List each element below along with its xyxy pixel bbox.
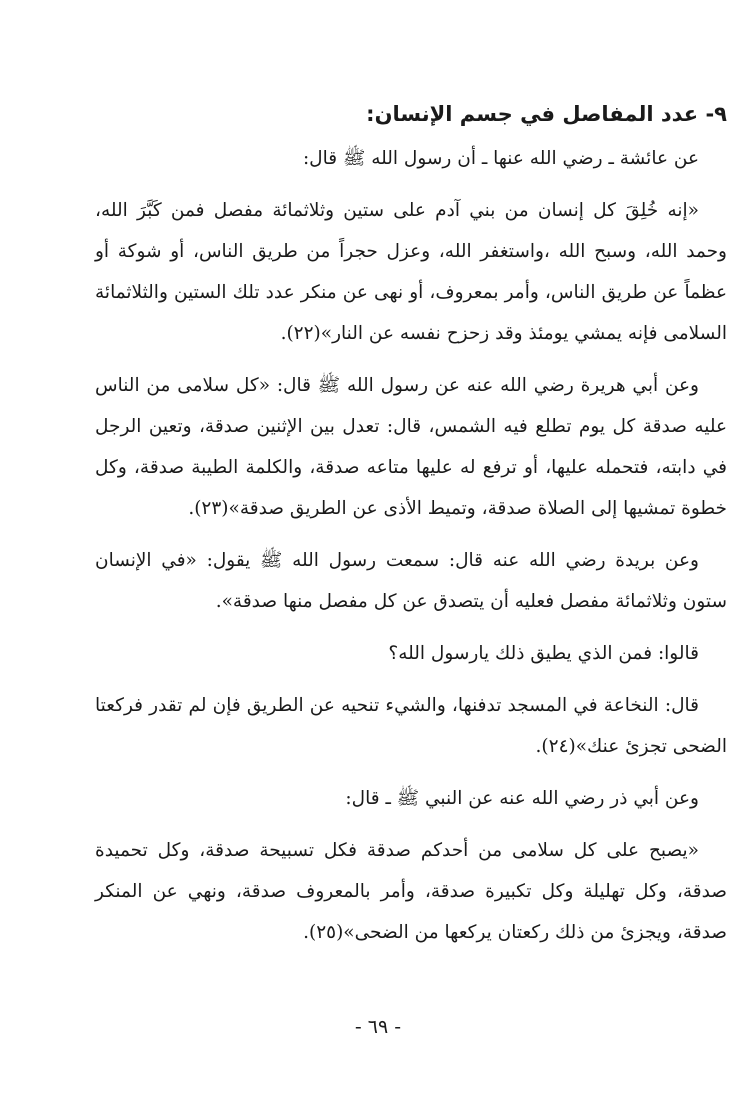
section-heading: ٩- عدد المفاصل في جسم الإنسان: <box>366 102 727 126</box>
paragraph-abu-hurayra-hadith: وعن أبي هريرة رضي الله عنه عن رسول الله ﷺ قال: «كل سلامى من الناس عليه صدقة كل يوم تطلع فيه الشمس، قال: تعدل بين الإثنين صدقة، وتعين الرجل في دابته، فتحمله عليها، أو ترفع له عليها متاعه صدقة، والكلمة الطيبة صدقة، وكل خطوة تمشيها إلى الصلاة صدقة، وتميط الأذى عن الطريق صدقة»(٢٣). <box>95 375 727 519</box>
paragraph-aisha-hadith: «إنه خُلِقَ كل إنسان من بني آدم على ستين وثلاثمائة مفصل فمن كَبَّرَ الله، وحمد الله، وسبح الله ،واستغفر الله، وعزل حجراً من طريق الناس، أو شوكة أو عظماً عن طريق الناس، وأمر بمعروف، أو نهى عن منكر عدد تلك الستين والثلاثمائة السلامى فإنه يمشي يومئذ وقد زحزح نفسه عن النار»(٢٢). <box>95 200 727 344</box>
page-number: - ٦٩ - <box>354 1016 402 1038</box>
paragraph-answer: قال: النخاعة في المسجد تدفنها، والشيء تنحيه عن الطريق فإن لم تقدر فركعتا الضحى تجزئ عنك»(٢٤). <box>95 695 727 757</box>
paragraph-aisha-intro: عن عائشة ـ رضي الله عنها ـ أن رسول الله ﷺ قال: <box>302 148 699 169</box>
paragraph-burayda-hadith: وعن بريدة رضي الله عنه قال: سمعت رسول الله ﷺ يقول: «في الإنسان ستون وثلاثمائة مفصل فعليه أن يتصدق عن كل مفصل منها صدقة». <box>95 550 727 612</box>
paragraph-abu-dhar-hadith: «يصبح على كل سلامى من أحدكم صدقة فكل تسبيحة صدقة، وكل تحميدة صدقة، وكل تهليلة وكل تكبيرة صدقة، وأمر بالمعروف صدقة، ونهي عن المنكر صدقة، ويجزئ من ذلك ركعتان يركعها من الضحى»(٢٥). <box>95 840 727 943</box>
page-body <box>95 96 727 964</box>
paragraph-question: قالوا: فمن الذي يطيق ذلك يارسول الله؟ <box>388 643 699 664</box>
paragraph-abu-dhar-intro: وعن أبي ذر رضي الله عنه عن النبي ﷺ ـ قال: <box>345 788 699 809</box>
